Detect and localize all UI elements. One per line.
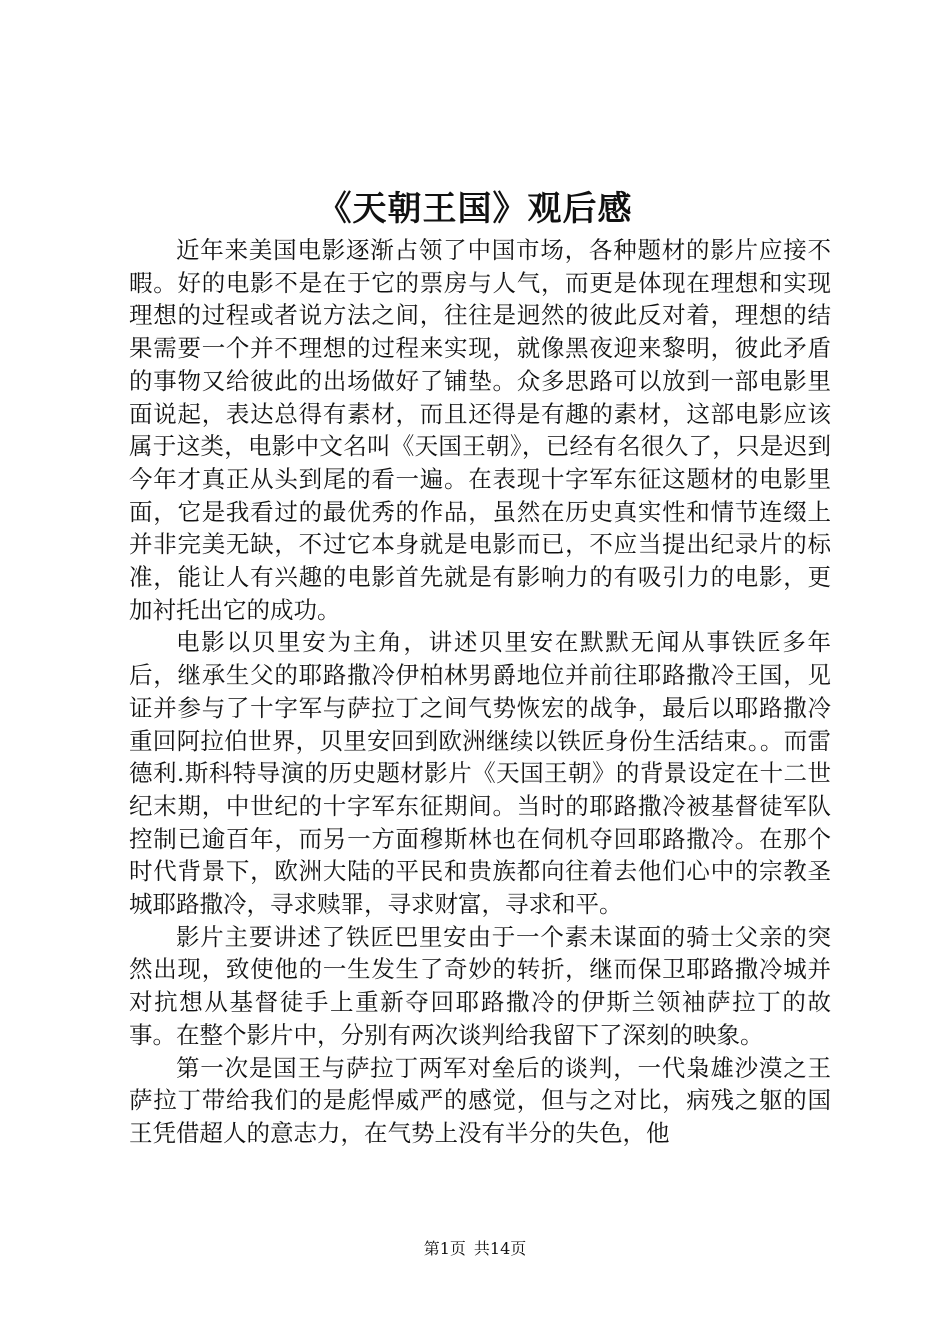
document-body [129, 234, 831, 1150]
page-footer [0, 1238, 950, 1260]
paragraph-4: 第一次是国王与萨拉丁两军对垒后的谈判，一代枭雄沙漠之王萨拉丁带给我们的是彪悍威严的感觉，但与之对比，病残之躯的国王凭借超人的意志力，在气势上没有半分的失色，他 [129, 1053, 831, 1147]
page-number: 第1页 [423, 1239, 466, 1258]
document-title: 《天朝王国》观后感 [317, 189, 633, 229]
paragraph-1: 近年来美国电影逐渐占领了中国市场，各种题材的影片应接不暇。好的电影不是在于它的票房与人气，而更是体现在理想和实现理想的过程或者说方法之间，往往是迥然的彼此反对着，理想的结果需要一个并不理想的过程来实现，就像黑夜迎来黎明，彼此矛盾的事物又给彼此的出场做好了铺垫。众多思路可以放到一部电影里面说起，表达总得有素材，而且还得是有趣的素材，这部电影应该属于这类，电影中文名叫《天国王朝》，已经有名很久了，只是迟到今年才真正从头到尾的看一遍。在表现十字军东征这题材的电影里面，它是我看过的最优秀的作品，虽然在历史真实性和情节连缀上并非完美无缺，不过它本身就是电影而已，不应当提出纪录片的标准，能让人有兴趣的电影首先就是有影响力的有吸引力的电影，更加衬托出它的成功。 [129, 236, 831, 624]
paragraph-2: 电影以贝里安为主角，讲述贝里安在默默无闻从事铁匠多年后，继承生父的耶路撒冷伊柏林男爵地位并前往耶路撒冷王国，见证并参与了十字军与萨拉丁之间气势恢宏的战争，最后以耶路撒冷重回阿拉伯世界，贝里安回到欧洲继续以铁匠身份生活结束。。而雷德利.斯科特导演的历史题材影片《天国王朝》的背景设定在十二世纪末期，中世纪的十字军东征期间。当时的耶路撒冷被基督徒军队控制已逾百年，而另一方面穆斯林也在伺机夺回耶路撒冷。在那个时代背景下，欧洲大陆的平民和贵族都向往着去他们心中的宗教圣城耶路撒冷，寻求赎罪，寻求财富，寻求和平。 [129, 628, 831, 919]
page-total: 共14页 [473, 1239, 527, 1258]
paragraph-3: 影片主要讲述了铁匠巴里安由于一个素未谋面的骑士父亲的突然出现，致使他的一生发生了奇妙的转折，继而保卫耶路撒冷城并对抗想从基督徒手上重新夺回耶路撒冷的伊斯兰领袖萨拉丁的故事。在整个影片中，分别有两次谈判给我留下了深刻的映象。 [129, 922, 831, 1049]
